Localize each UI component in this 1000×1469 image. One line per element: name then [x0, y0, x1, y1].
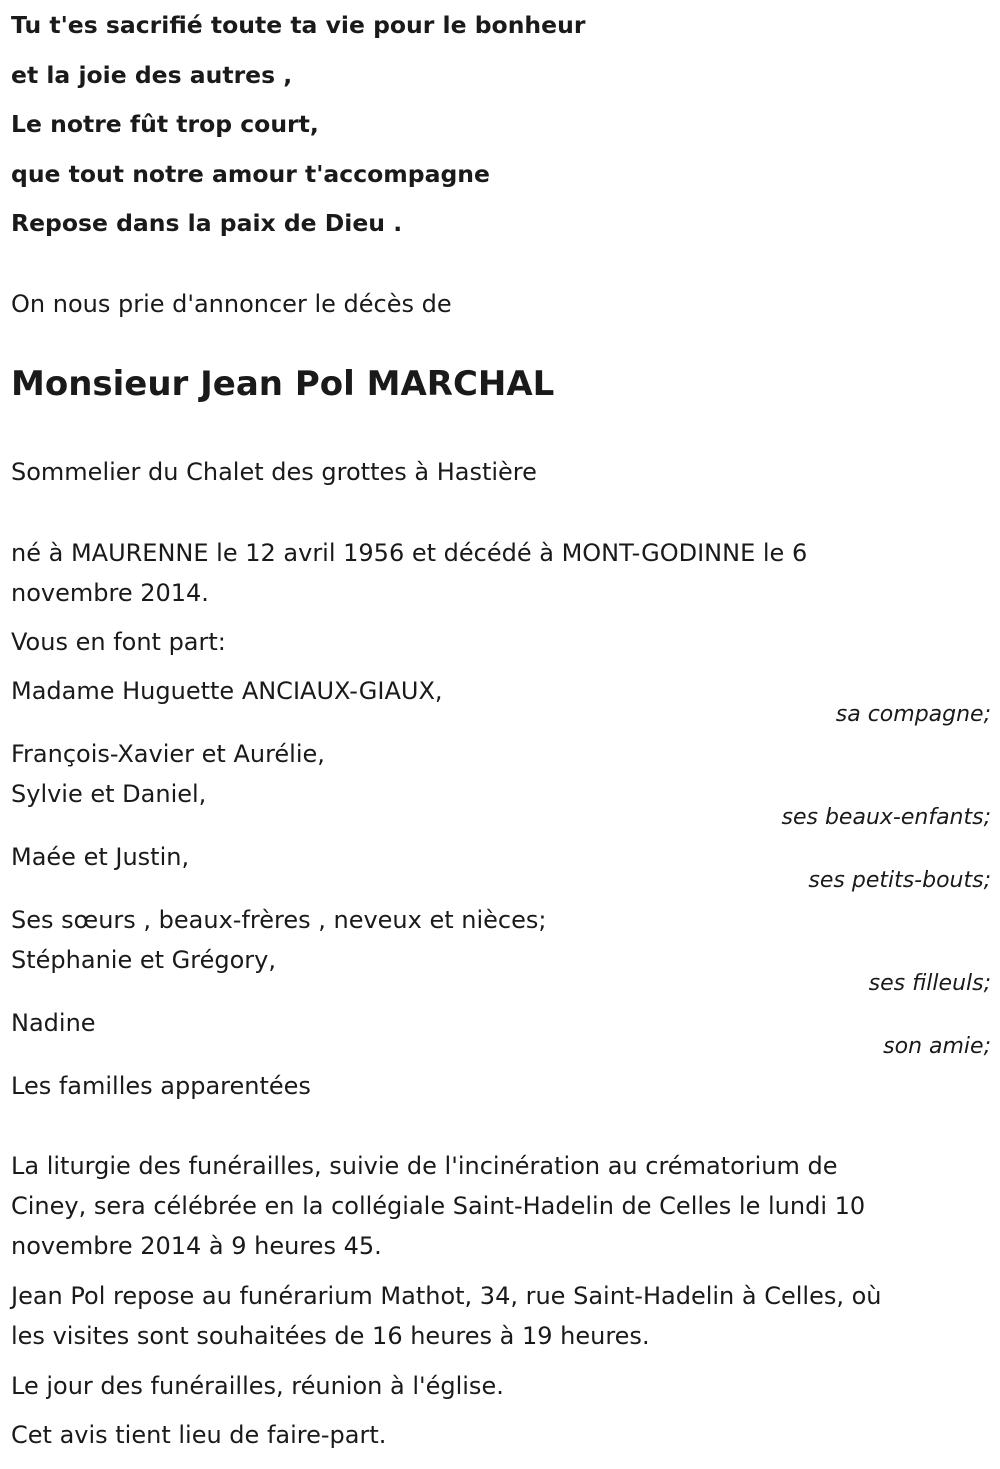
- birth-death-line: novembre 2014.: [11, 579, 209, 607]
- birth-death-line: né à MAURENNE le 12 avril 1956 et décédé à MONT-GODINNE le 6: [11, 539, 808, 567]
- family-little-ones: [11, 837, 991, 893]
- family-related: [11, 1066, 991, 1106]
- meeting-info: [11, 1366, 991, 1406]
- family-role: ses petits-bouts;: [808, 868, 991, 893]
- ceremony-line: La liturgie des funérailles, suivie de l'incinération au crématorium de: [11, 1152, 838, 1180]
- deceased-name: Monsieur Jean Pol MARCHAL: [11, 364, 555, 404]
- announcers-section: [11, 622, 991, 662]
- family-role: ses beaux-enfants;: [781, 805, 991, 830]
- announcement-intro: On nous prie d'annoncer le décès de: [11, 290, 452, 318]
- family-siblings: [11, 900, 991, 996]
- notice-content: [11, 0, 991, 1449]
- closing-line: Cet avis tient lieu de faire-part.: [11, 1421, 387, 1449]
- meeting-line: Le jour des funérailles, réunion à l'église.: [11, 1372, 504, 1400]
- ceremony-info: [11, 1146, 991, 1266]
- family-friend: [11, 1003, 991, 1059]
- poem-line: Repose dans la paix de Dieu .: [11, 209, 403, 237]
- ceremony-line: Ciney, sera célébrée en la collégiale Saint-Hadelin de Celles le lundi 10: [11, 1192, 866, 1220]
- visitation-line: Jean Pol repose au funérarium Mathot, 34, rue Saint-Hadelin à Celles, où: [11, 1282, 882, 1310]
- visitation-line: les visites sont souhaitées de 16 heures à 19 heures.: [11, 1322, 650, 1350]
- family-role: sa compagne;: [835, 702, 991, 727]
- family-member: Nadine: [11, 1009, 96, 1037]
- family-stepchildren: [11, 734, 991, 830]
- visitation-info: [11, 1276, 991, 1356]
- poem-line: que tout notre amour t'accompagne: [11, 159, 490, 188]
- poem: [11, 0, 991, 249]
- family-member: Les familles apparentées: [11, 1072, 311, 1100]
- family-member: Ses sœurs , beaux-frères , neveux et nièces;: [11, 906, 547, 934]
- family-companion: [11, 671, 991, 727]
- family-role: ses filleuls;: [868, 971, 991, 996]
- poem-line: Le notre fût trop court,: [11, 110, 319, 138]
- family-member: Stéphanie et Grégory,: [11, 946, 276, 974]
- family-role: son amie;: [883, 1034, 991, 1059]
- poem-line: Tu t'es sacrifié toute ta vie pour le bonheur: [11, 11, 586, 39]
- family-member: François-Xavier et Aurélie,: [11, 740, 325, 768]
- ceremony-line: novembre 2014 à 9 heures 45.: [11, 1232, 382, 1260]
- birth-death-info: [11, 533, 991, 613]
- profession: Sommelier du Chalet des grottes à Hastière: [11, 458, 537, 486]
- family-member: Sylvie et Daniel,: [11, 780, 207, 808]
- announcers-intro: Vous en font part:: [11, 628, 226, 656]
- closing-info: [11, 1415, 991, 1455]
- family-member: Maée et Justin,: [11, 843, 190, 871]
- family-member: Madame Huguette ANCIAUX-GIAUX,: [11, 677, 443, 705]
- poem-line: et la joie des autres ,: [11, 60, 293, 89]
